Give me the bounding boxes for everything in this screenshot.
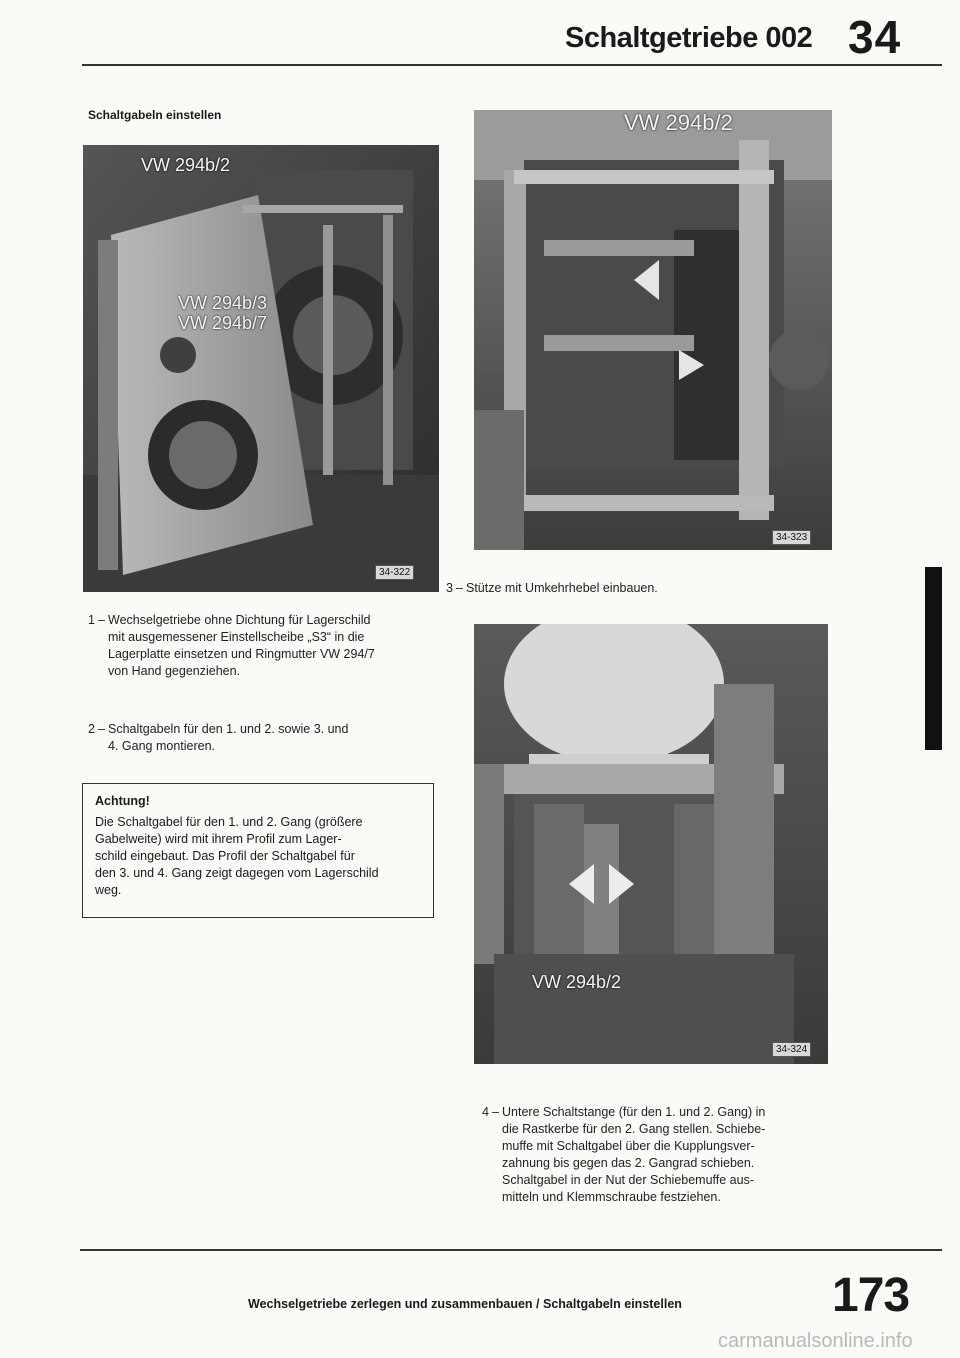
note-line: weg.: [95, 883, 122, 897]
step-text-line: muffe mit Schaltgabel über die Kupplungsver-: [502, 1139, 755, 1153]
photo-34-322: [83, 145, 439, 592]
step-text-line: mitteln und Klemmschraube festziehen.: [502, 1190, 721, 1204]
footer-chapter-title: Wechselgetriebe zerlegen und zusammenbauen / Schaltgabeln einstellen: [248, 1297, 682, 1311]
step-text-line: Schaltgabeln für den 1. und 2. sowie 3. und: [108, 722, 349, 736]
step-2: [88, 721, 438, 757]
warning-note: [82, 783, 434, 918]
step-1: [88, 612, 438, 684]
step-3: [446, 580, 846, 600]
step-number: 4: [482, 1105, 489, 1119]
step-text-line: mit ausgemessener Einstellscheibe „S3“ in die: [108, 630, 365, 644]
step-text-line: 4. Gang montieren.: [108, 739, 216, 753]
photo-tag: 34-323: [772, 530, 811, 545]
photo-34-324: [474, 624, 828, 1064]
step-text-line: die Rastkerbe für den 2. Gang stellen. Schiebe-: [502, 1122, 766, 1136]
section-number: 34: [848, 11, 902, 63]
step-dash: –: [98, 613, 105, 627]
step-text-line: Untere Schaltstange (für den 1. und 2. Gang) in: [502, 1105, 766, 1119]
note-line: den 3. und 4. Gang zeigt dagegen vom Lagerschild: [95, 866, 379, 880]
step-text-line: Lagerplatte einsetzen und Ringmutter VW 294/7: [108, 647, 375, 661]
tool-label-vw294b3: VW 294b/3: [178, 293, 268, 313]
photo-tag: 34-324: [772, 1042, 811, 1057]
step-number: 3: [446, 581, 453, 595]
step-text-line: Schaltgabel in der Nut der Schiebemuffe aus-: [502, 1173, 755, 1187]
tool-label-vw294b7: VW 294b/7: [178, 313, 268, 333]
step-dash: –: [492, 1105, 499, 1119]
gearbox-photo-1: [83, 145, 439, 592]
tool-label-vw294b2: VW 294b/2: [624, 110, 733, 135]
section-tab-marker: [925, 567, 942, 750]
gearbox-photo-2: [474, 110, 832, 550]
footer-divider: [80, 1249, 942, 1251]
step-text-line: Wechselgetriebe ohne Dichtung für Lagerschild: [108, 613, 371, 627]
step-text: Stütze mit Umkehrhebel einbauen.: [466, 581, 658, 595]
note-line: Gabelweite) wird mit ihrem Profil zum Lager-: [95, 832, 342, 846]
watermark: carmanualsonline.info: [718, 1330, 913, 1352]
photo-34-323: [474, 110, 832, 550]
step-number: 2: [88, 722, 95, 736]
note-line: schild eingebaut. Das Profil der Schaltgabel für: [95, 849, 355, 863]
page-number: 173: [832, 1269, 910, 1322]
step-number: 1: [88, 613, 95, 627]
note-line: Die Schaltgabel für den 1. und 2. Gang (größere: [95, 815, 363, 829]
step-4: [482, 1104, 832, 1209]
photo-tag: 34-322: [375, 565, 414, 580]
section-title: Schaltgabeln einstellen: [88, 108, 222, 122]
tool-label-vw294b2: VW 294b/2: [141, 155, 231, 175]
header-divider: [82, 64, 942, 66]
note-title: Achtung!: [95, 794, 150, 808]
page-header-title: Schaltgetriebe 002: [565, 22, 813, 54]
step-dash: –: [98, 722, 105, 736]
step-dash: –: [456, 581, 463, 595]
tool-label-vw294b2: VW 294b/2: [532, 972, 622, 992]
gearbox-photo-3: [474, 624, 828, 1064]
step-text-line: von Hand gegenziehen.: [108, 664, 241, 678]
step-text-line: zahnung bis gegen das 2. Gangrad schieben.: [502, 1156, 755, 1170]
